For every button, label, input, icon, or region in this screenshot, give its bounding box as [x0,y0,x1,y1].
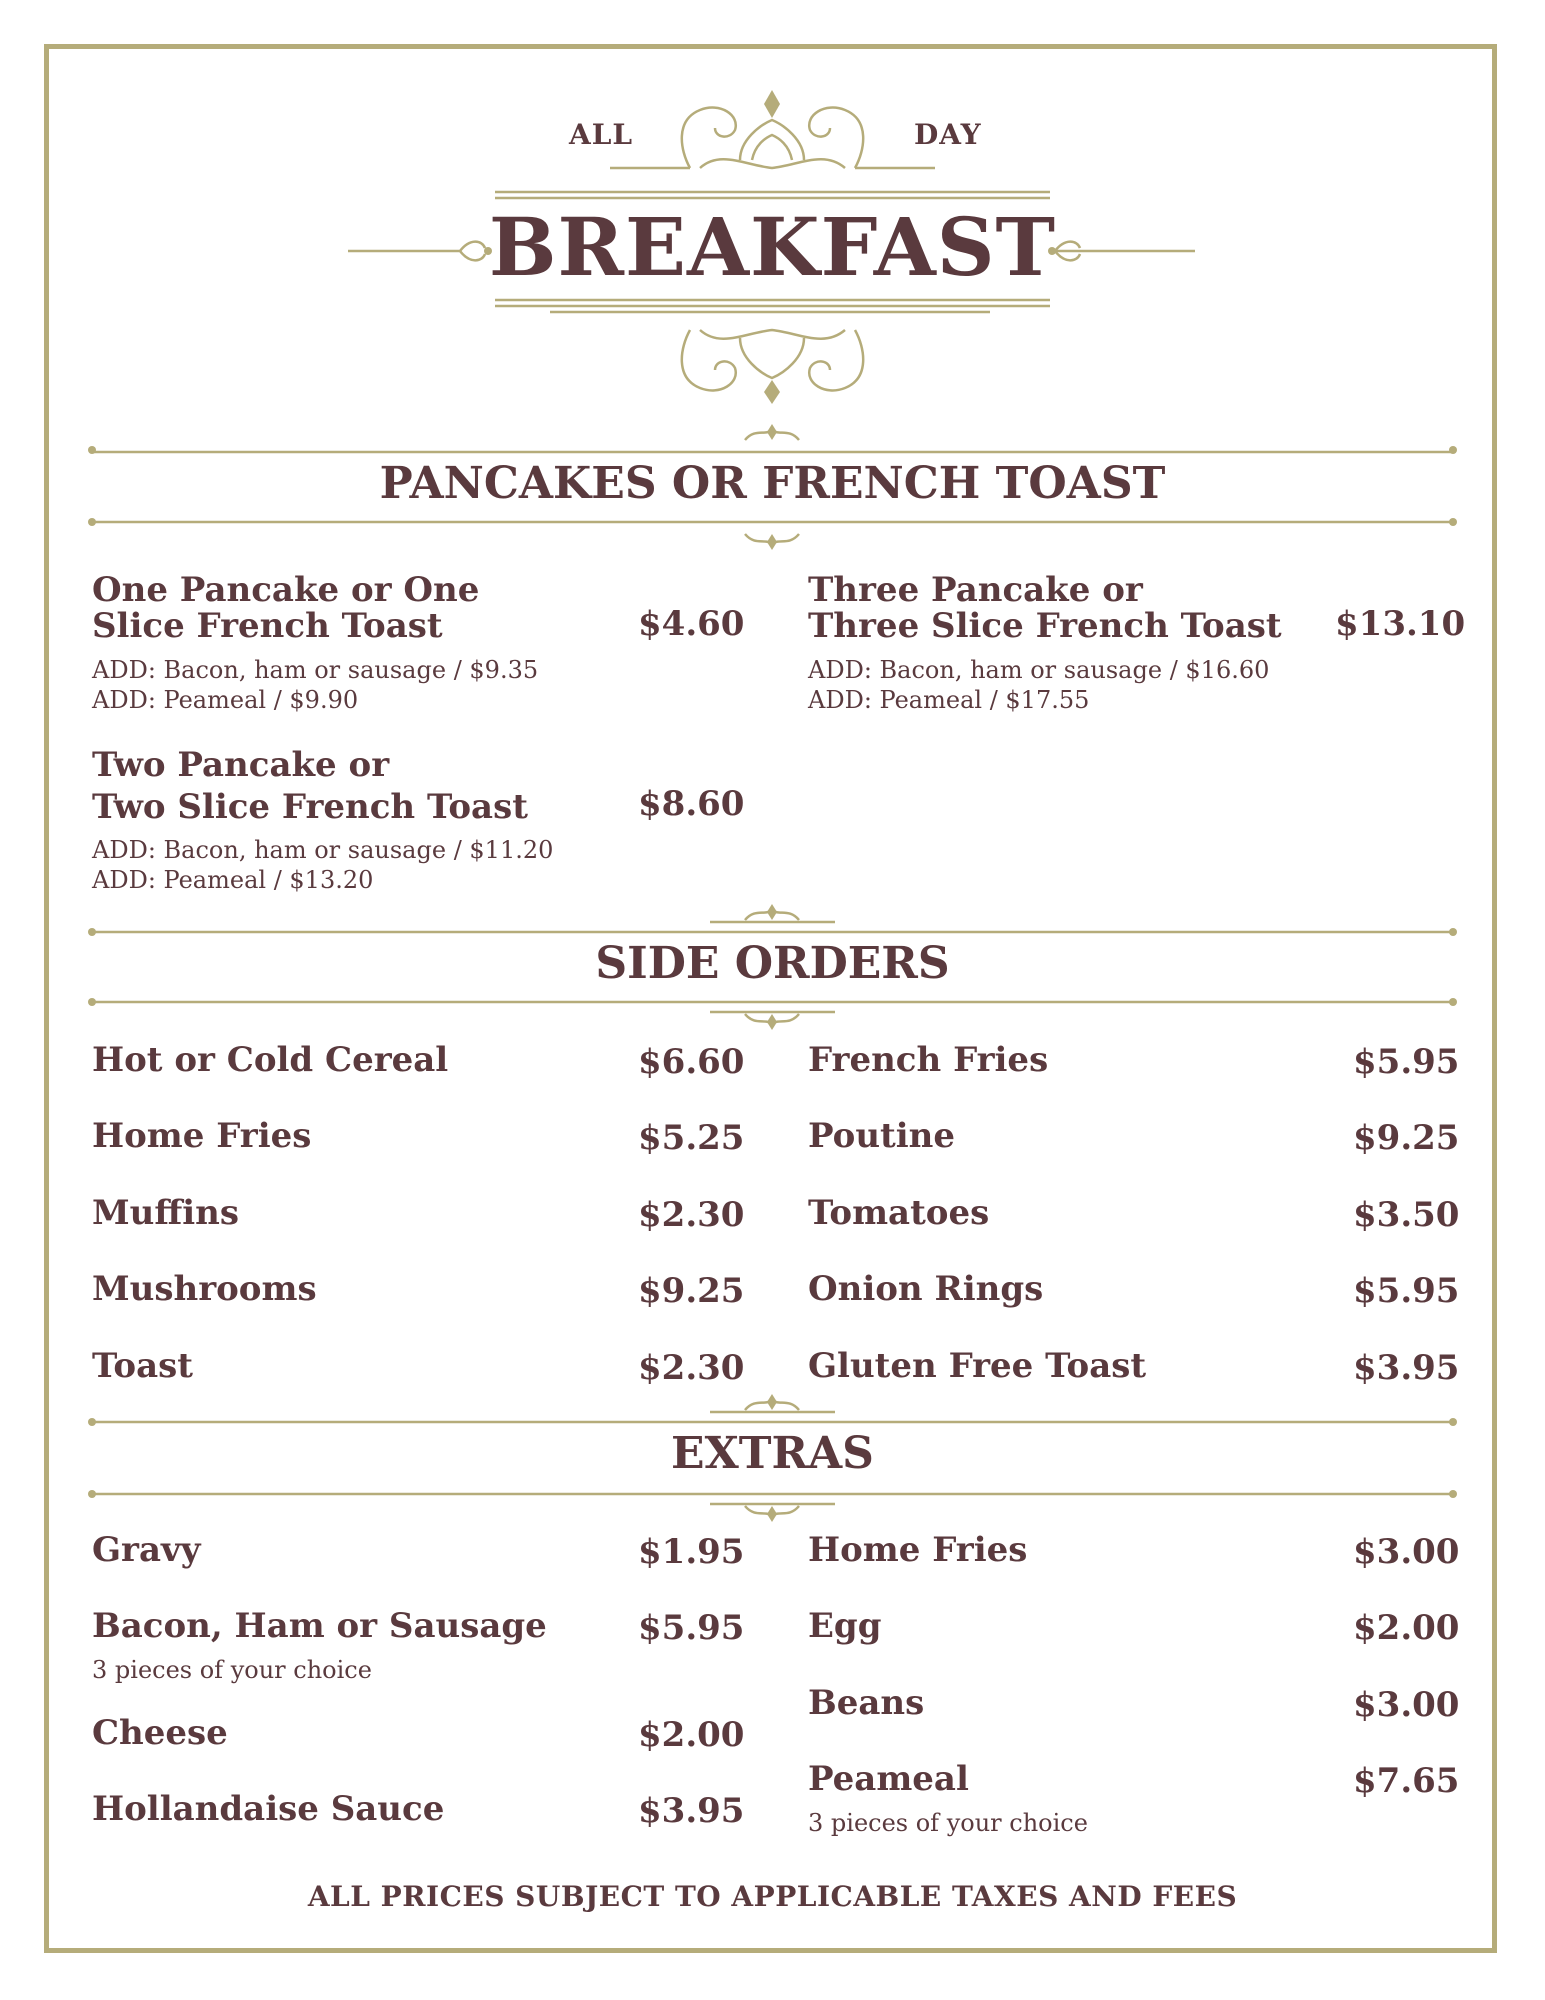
side-item-name: Muffins [92,1193,240,1233]
item-add-on: ADD: Peameal / $9.90 [92,686,359,714]
side-item-name: Toast [92,1346,193,1386]
side-item-price: $3.50 [1353,1195,1460,1235]
side-item-price: $2.30 [638,1348,745,1388]
side-item-price: $6.60 [638,1042,745,1082]
page-title: BREAKFAST [488,200,1057,294]
item-name-line2: Slice French Toast [92,606,443,646]
side-item-price: $9.25 [1353,1118,1460,1158]
extra-item-name: Egg [808,1606,882,1646]
extra-item-price: $3.00 [1353,1685,1460,1725]
item-name-line1: Two Pancake or [92,745,390,785]
extra-item-name: Peameal [808,1759,969,1799]
item-add-on: ADD: Bacon, ham or sausage / $16.60 [808,656,1270,684]
item-add-on: ADD: Peameal / $17.55 [808,686,1090,714]
item-name-line2: Three Slice French Toast [808,606,1282,646]
side-item-price: $3.95 [1353,1348,1460,1388]
side-item-price: $5.95 [1353,1271,1460,1311]
extra-item-price: $5.95 [638,1608,745,1648]
item-price: $4.60 [638,604,745,644]
extra-item-price: $3.95 [638,1791,745,1831]
side-item-name: Home Fries [92,1116,312,1156]
side-item-name: Onion Rings [808,1269,1044,1309]
header-tag-left: ALL [569,118,634,151]
extra-item-note: 3 pieces of your choice [92,1656,372,1684]
item-price: $8.60 [638,784,745,824]
menu-item-two-pancake [92,744,528,828]
section-title-side-orders: SIDE ORDERS [595,938,950,989]
menu-item-three-pancake [808,572,1282,644]
side-item-price: $9.25 [638,1271,745,1311]
side-item-price: $5.95 [1353,1042,1460,1082]
extra-item-name: Gravy [92,1530,201,1570]
extra-item-name: Cheese [92,1713,228,1753]
side-item-name: Poutine [808,1116,956,1156]
section-title-extras: EXTRAS [671,1428,874,1479]
extra-item-name: Home Fries [808,1530,1028,1570]
header-tag-right: DAY [914,118,982,151]
extra-item-name: Beans [808,1683,925,1723]
menu-item-one-pancake [92,572,479,644]
side-item-name: Tomatoes [808,1193,990,1233]
side-item-price: $2.30 [638,1195,745,1235]
item-add-on: ADD: Bacon, ham or sausage / $11.20 [92,836,554,864]
extra-item-price: $2.00 [1353,1608,1460,1648]
item-name-line2: Two Slice French Toast [92,787,528,827]
extra-item-name: Hollandaise Sauce [92,1789,445,1829]
footer-disclaimer: ALL PRICES SUBJECT TO APPLICABLE TAXES AND FEES [307,1880,1238,1913]
side-item-name: French Fries [808,1040,1049,1080]
extra-item-note: 3 pieces of your choice [808,1809,1088,1837]
side-item-price: $5.25 [638,1118,745,1158]
item-add-on: ADD: Peameal / $13.20 [92,866,374,894]
header-top-flourish-icon [610,90,935,168]
item-add-on: ADD: Bacon, ham or sausage / $9.35 [92,656,539,684]
item-name-line1: Three Pancake or [808,570,1143,610]
section-title-pancakes: PANCAKES OR FRENCH TOAST [379,458,1166,509]
extra-item-price: $1.95 [638,1532,745,1572]
side-item-name: Gluten Free Toast [808,1346,1147,1386]
item-name-line1: One Pancake or One [92,570,480,610]
side-item-name: Hot or Cold Cereal [92,1040,449,1080]
extra-item-price: $3.00 [1353,1532,1460,1572]
extra-item-price: $2.00 [638,1715,745,1755]
extra-item-name: Bacon, Ham or Sausage [92,1606,547,1646]
extra-item-price: $7.65 [1353,1761,1460,1801]
side-item-name: Mushrooms [92,1269,317,1309]
item-price: $13.10 [1335,604,1466,644]
header-bottom-flourish-icon [550,312,990,404]
